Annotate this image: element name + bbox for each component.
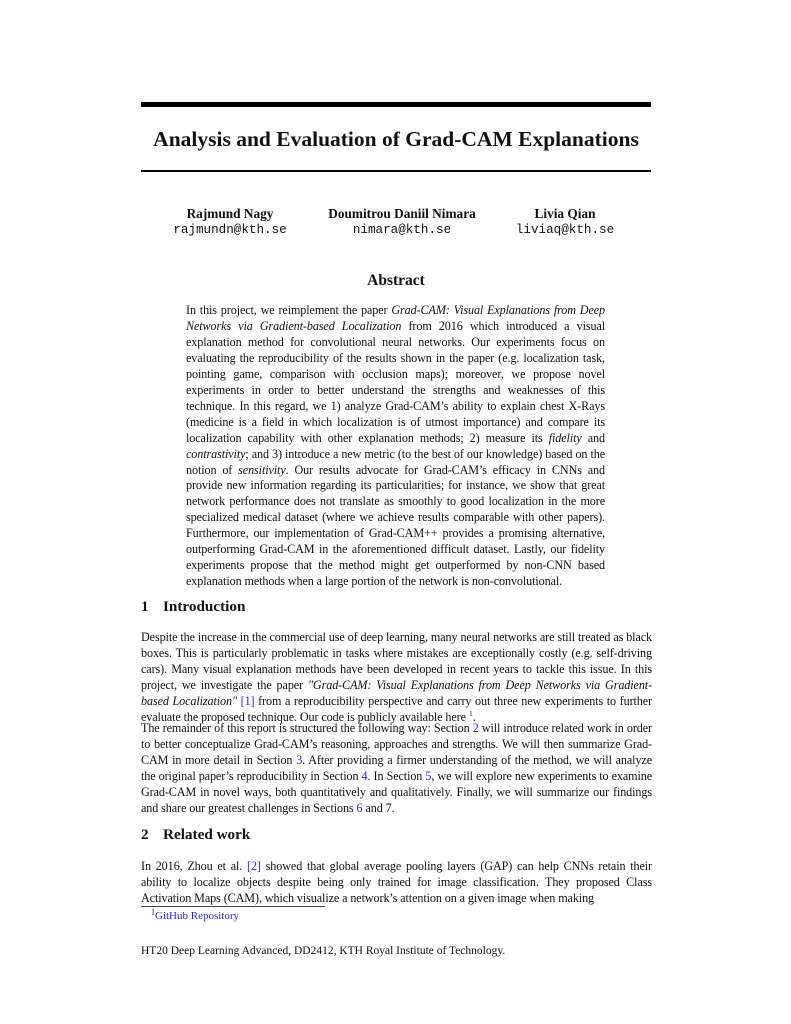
- body-text: . In Section: [367, 768, 426, 783]
- cited-paper-title: Grad-CAM: Visual Explanations from Deep Networks via Gradient-based Localization: [186, 303, 605, 333]
- page-footer: HT20 Deep Learning Advanced, DD2412, KTH Royal Institute of Technology.: [141, 945, 506, 957]
- abstract-text: from 2016 which introduced a visual explanation method for convolutional neural networks. Our experiments focus on evaluating the reproducibility of the results shown in the paper (e.g. localization task, pointing game, comparison with occlusion maps); moreover, we propose novel experiments in order to better understand the strengths and weaknesses of this technique. In this regard, we 1) analyze Grad-CAM’s ability to explain chest X-Rays (medicine is a field in which localization is of utmost importance) and compare its localization capability with other explanation methods; 2) measure its: [186, 318, 606, 445]
- section-link-4[interactable]: 4: [361, 768, 368, 783]
- section-title: Related work: [163, 826, 251, 843]
- body-text: showed that global average pooling layers (GAP) can help CNNs retain their ability to localize objects despite being only trained for image classification. They proposed Class Activation Maps (CAM), which visualize a network’s attention on a given image when making: [141, 859, 652, 905]
- body-text: .: [472, 709, 476, 724]
- body-text: In 2016, Zhou et al.: [141, 859, 248, 873]
- intro-paragraph-1: [141, 630, 652, 725]
- author-email: nimara@kth.se: [352, 223, 452, 237]
- section-link-5[interactable]: 5: [425, 768, 432, 783]
- title-top-rule: [141, 102, 651, 107]
- section-link-6[interactable]: 6: [356, 800, 363, 815]
- footnote-number: 1: [151, 907, 155, 917]
- body-text: will introduce related work in order to better conceptualize Grad-CAM’s reasoning, approaches and strengths. We will then summarize Grad-CAM in more detail in Section: [141, 721, 652, 767]
- body-text: , we will explore new experiments to examine Grad-CAM in novel ways, both quantitatively and qualitatively. Finally, we will summarize our findings and share our greatest challenges in Sections: [141, 768, 652, 815]
- citation-link-2[interactable]: [2]: [247, 859, 261, 873]
- abstract-heading: Abstract: [367, 272, 425, 289]
- body-text: Despite the increase in the commercial use of deep learning, many neural networks are still treated as black boxes. This is particularly problematic in tasks where mistakes are exceptionally costly (e.g. self-driving cars). Many visual explanation methods have been developed in recent years to tackle this issue. In this project, we investigate the paper: [141, 630, 652, 692]
- author-name: Livia Qian: [534, 206, 596, 221]
- author-3: [500, 206, 630, 238]
- title-bottom-rule: [141, 170, 651, 172]
- term-contrastivity: contrastivity: [186, 446, 246, 461]
- abstract-text: . Our results advocate for Grad-CAM’s efficacy in CNNs and provide new information regarding its particularities; for instance, we show that great network performance does not translate as smoothly to good localization in the more specialized medical dataset (where we achieve results comparable with other papers). Furthermore, our implementation of Grad-CAM++ provides a promising alternative, outperforming Grad-CAM in the aforementioned difficult dataset. Lastly, our fidelity experiments propose that the method might get outperformed by non-CNN based explanation methods when a large portion of the network is non-convolutional.: [186, 462, 605, 589]
- abstract-text: and: [581, 430, 605, 445]
- related-paragraph-1: [141, 859, 652, 907]
- abstract-text: In this project, we reimplement the paper: [186, 303, 392, 317]
- abstract-body: [186, 303, 605, 590]
- body-text: The remainder of this report is structured the following way: Section: [141, 721, 473, 735]
- abstract-text: ; and 3) introduce a new metric (to the best of our knowledge) based on the notion of: [186, 446, 605, 477]
- paper-title: Analysis and Evaluation of Grad-CAM Explanations: [153, 127, 639, 151]
- author-1: [160, 206, 300, 238]
- intro-paragraph-2: [141, 721, 652, 816]
- author-name: Doumitrou Daniil Nimara: [328, 206, 476, 221]
- footnote: [151, 909, 239, 923]
- github-repository-link[interactable]: GitHub Repository: [155, 910, 240, 922]
- author-email: rajmundn@kth.se: [173, 223, 287, 237]
- section-link-2[interactable]: 2: [472, 721, 479, 735]
- author-email: liviaq@kth.se: [515, 223, 615, 237]
- author-name: Rajmund Nagy: [186, 206, 274, 221]
- author-2: [322, 206, 482, 238]
- term-sensitivity: sensitivity: [238, 462, 286, 477]
- section-number: 1: [141, 598, 149, 615]
- body-text: . After providing a firmer understanding of the method, we will analyze the original paper’s reproducibility in Section: [141, 752, 652, 783]
- cited-paper-title: "Grad-CAM: Visual Explanations from Deep Networks via Gradient-based Localization": [141, 677, 653, 708]
- term-fidelity: fidelity: [548, 430, 582, 445]
- body-text: and 7.: [362, 800, 395, 815]
- section-title: Introduction: [163, 598, 246, 615]
- footnote-marker[interactable]: 1: [468, 708, 473, 718]
- body-text: from a reproducibility perspective and carry out three new experiments to further evaluate the proposed technique. Our code is publicly available here: [141, 693, 652, 724]
- section-heading-introduction: [141, 597, 245, 617]
- citation-link-1[interactable]: [1]: [240, 693, 255, 708]
- footnote-rule: [141, 906, 325, 907]
- section-number: 2: [141, 826, 149, 843]
- section-link-3[interactable]: 3: [296, 752, 303, 767]
- section-heading-related-work: [141, 825, 250, 845]
